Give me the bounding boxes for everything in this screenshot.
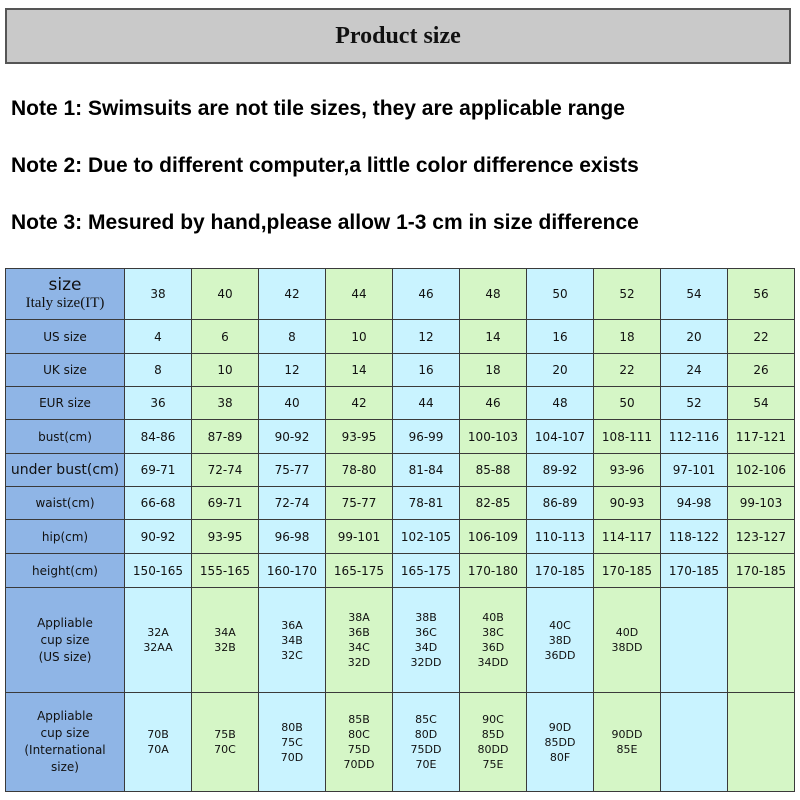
- table-cell: 94-98: [661, 487, 728, 520]
- table-cell: 110-113: [527, 520, 594, 554]
- size-word: size: [48, 275, 82, 295]
- cup-size-value: 38B: [415, 611, 437, 624]
- cup-size-value: 38DD: [611, 641, 643, 654]
- table-cell: 78-81: [393, 487, 460, 520]
- label-line: (US size): [38, 649, 92, 664]
- size-header-cell: 46: [393, 269, 460, 320]
- table-cell: 18: [460, 354, 527, 387]
- table-cell: 40: [259, 387, 326, 420]
- cup-cell: [460, 693, 527, 792]
- table-row: [6, 693, 795, 792]
- cup-size-value: 40D: [615, 626, 639, 639]
- table-cell: 93-95: [192, 520, 259, 554]
- cup-size-value: 85C: [415, 713, 437, 726]
- cup-cell: [393, 588, 460, 693]
- table-cell: 117-121: [728, 420, 795, 454]
- size-header-cell: 38: [125, 269, 192, 320]
- table-cell: 10: [192, 354, 259, 387]
- table-cell: 10: [326, 320, 393, 354]
- table-cell: 14: [460, 320, 527, 354]
- table-cell: 18: [594, 320, 661, 354]
- table-cell: 12: [259, 354, 326, 387]
- label-line: cup size: [40, 726, 90, 740]
- table-cell: 46: [460, 387, 527, 420]
- table-cell: 82-85: [460, 487, 527, 520]
- table-cell: 69-71: [192, 487, 259, 520]
- table-cell: 123-127: [728, 520, 795, 554]
- table-cell: 22: [594, 354, 661, 387]
- table-cell: 42: [326, 387, 393, 420]
- table-cell: 84-86: [125, 420, 192, 454]
- cup-size-value: 70E: [415, 758, 437, 771]
- table-row: [6, 320, 795, 354]
- table-cell: 102-106: [728, 454, 795, 487]
- cup-size-value: 85B: [348, 713, 370, 726]
- table-cell: 26: [728, 354, 795, 387]
- label-line: (International: [24, 743, 106, 757]
- header-bar: [5, 8, 791, 64]
- table-row: [6, 588, 795, 693]
- table-row: [6, 454, 795, 487]
- table-row: [6, 487, 795, 520]
- row-label: bust(cm): [6, 420, 125, 454]
- label-line: Appliable: [37, 709, 93, 723]
- table-cell: 99-103: [728, 487, 795, 520]
- cup-cell: [661, 693, 728, 792]
- note-3: Note 3: Mesured by hand,please allow 1-3 cm in size difference: [11, 211, 639, 234]
- cup-size-value: 75B: [214, 728, 236, 741]
- table-cell: 44: [393, 387, 460, 420]
- cup-size-value: 90DD: [611, 728, 643, 741]
- cup-cell: [259, 693, 326, 792]
- cup-size-value: 36D: [481, 641, 505, 654]
- cup-intl-label: [6, 693, 125, 792]
- table-cell: 14: [326, 354, 393, 387]
- table-cell: 85-88: [460, 454, 527, 487]
- table-row: [6, 387, 795, 420]
- table-cell: 72-74: [192, 454, 259, 487]
- table-cell: 89-92: [527, 454, 594, 487]
- table-cell: 165-175: [326, 554, 393, 588]
- cup-cell: [460, 588, 527, 693]
- table-cell: 170-180: [460, 554, 527, 588]
- label-line: Appliable: [37, 615, 93, 630]
- table-cell: 165-175: [393, 554, 460, 588]
- cup-cell: [125, 588, 192, 693]
- table-cell: 114-117: [594, 520, 661, 554]
- cup-size-value: 32DD: [410, 656, 442, 669]
- cup-size-value: 75DD: [410, 743, 442, 756]
- row-label: under bust(cm): [6, 454, 125, 487]
- cup-cell: [527, 588, 594, 693]
- table-cell: 69-71: [125, 454, 192, 487]
- cup-size-value: 38A: [348, 611, 370, 624]
- table-cell: 170-185: [661, 554, 728, 588]
- row-label: UK size: [6, 354, 125, 387]
- size-header-cell: 50: [527, 269, 594, 320]
- table-row: [6, 269, 795, 320]
- table-cell: 75-77: [326, 487, 393, 520]
- table-cell: 90-92: [259, 420, 326, 454]
- cup-cell: [125, 693, 192, 792]
- cup-cell: [594, 588, 661, 693]
- row-label: waist(cm): [6, 487, 125, 520]
- cup-us-label: [6, 588, 125, 693]
- cup-cell: [594, 693, 661, 792]
- table-cell: 170-185: [728, 554, 795, 588]
- cup-cell: [326, 693, 393, 792]
- note-2: Note 2: Due to different computer,a little color difference exists: [11, 154, 639, 177]
- cup-size-value: 85DD: [544, 735, 576, 749]
- table-cell: 54: [728, 387, 795, 420]
- table-cell: 102-105: [393, 520, 460, 554]
- table-cell: 66-68: [125, 487, 192, 520]
- size-header-cell: 52: [594, 269, 661, 320]
- cup-size-value: 32A: [147, 626, 169, 639]
- table-cell: 24: [661, 354, 728, 387]
- row-label: hip(cm): [6, 520, 125, 554]
- cup-size-value: 32AA: [143, 641, 173, 654]
- cup-size-value: 36DD: [544, 648, 576, 662]
- size-header-cell: 44: [326, 269, 393, 320]
- table-cell: 150-165: [125, 554, 192, 588]
- table-cell: 86-89: [527, 487, 594, 520]
- row-label: EUR size: [6, 387, 125, 420]
- table-row: [6, 420, 795, 454]
- table-cell: 22: [728, 320, 795, 354]
- table-cell: 36: [125, 387, 192, 420]
- size-header-cell: 40: [192, 269, 259, 320]
- table-cell: 72-74: [259, 487, 326, 520]
- table-cell: 155-165: [192, 554, 259, 588]
- table-cell: 75-77: [259, 454, 326, 487]
- cup-size-value: 40C: [549, 618, 571, 632]
- table-cell: 97-101: [661, 454, 728, 487]
- table-row: [6, 554, 795, 588]
- cup-size-value: 75C: [281, 735, 303, 749]
- table-cell: 16: [393, 354, 460, 387]
- cup-size-value: 80B: [281, 720, 303, 734]
- cup-size-value: 70A: [147, 743, 169, 756]
- table-cell: 118-122: [661, 520, 728, 554]
- cup-size-value: 40B: [482, 611, 504, 624]
- table-cell: 96-99: [393, 420, 460, 454]
- cup-size-value: 34D: [414, 641, 438, 654]
- table-cell: 6: [192, 320, 259, 354]
- cup-size-value: 36C: [415, 626, 437, 639]
- row-label: height(cm): [6, 554, 125, 588]
- table-cell: 93-95: [326, 420, 393, 454]
- table-row: [6, 520, 795, 554]
- table-cell: 108-111: [594, 420, 661, 454]
- cup-size-value: 80DD: [477, 743, 509, 756]
- cup-cell: [728, 588, 795, 693]
- cup-size-value: 75D: [347, 743, 371, 756]
- table-cell: 90-93: [594, 487, 661, 520]
- cup-size-value: 32D: [347, 656, 371, 669]
- table-cell: 20: [661, 320, 728, 354]
- cup-size-value: 38D: [548, 633, 572, 647]
- cup-size-value: 36B: [348, 626, 370, 639]
- table-cell: 38: [192, 387, 259, 420]
- cup-size-value: 90D: [548, 720, 572, 734]
- cup-cell: [326, 588, 393, 693]
- size-header-label: [6, 269, 125, 320]
- table-cell: 93-96: [594, 454, 661, 487]
- cup-cell: [259, 588, 326, 693]
- table-cell: 106-109: [460, 520, 527, 554]
- cup-cell: [192, 588, 259, 693]
- cup-size-value: 38C: [482, 626, 504, 639]
- cup-size-value: 90C: [482, 713, 504, 726]
- cup-size-value: 36A: [281, 618, 303, 632]
- size-header-cell: 48: [460, 269, 527, 320]
- size-chart-table: [5, 268, 795, 792]
- table-cell: 48: [527, 387, 594, 420]
- cup-size-value: 34A: [214, 626, 236, 639]
- cup-cell: [661, 588, 728, 693]
- page-title: Product size: [335, 22, 461, 49]
- table-cell: 96-98: [259, 520, 326, 554]
- size-header-cell: 54: [661, 269, 728, 320]
- size-chart-body: [6, 269, 795, 792]
- table-cell: 12: [393, 320, 460, 354]
- table-row: [6, 354, 795, 387]
- label-line: size): [51, 760, 79, 774]
- cup-size-value: 75E: [482, 758, 504, 771]
- table-cell: 100-103: [460, 420, 527, 454]
- table-cell: 112-116: [661, 420, 728, 454]
- cup-size-value: 85E: [616, 743, 638, 756]
- cup-size-value: 32B: [214, 641, 236, 654]
- table-cell: 4: [125, 320, 192, 354]
- table-cell: 87-89: [192, 420, 259, 454]
- cup-size-value: 70B: [147, 728, 169, 741]
- table-cell: 16: [527, 320, 594, 354]
- size-header-cell: 56: [728, 269, 795, 320]
- table-cell: 99-101: [326, 520, 393, 554]
- table-cell: 8: [125, 354, 192, 387]
- table-cell: 50: [594, 387, 661, 420]
- note-1: Note 1: Swimsuits are not tile sizes, they are applicable range: [11, 97, 625, 120]
- cup-cell: [192, 693, 259, 792]
- cup-cell: [527, 693, 594, 792]
- cup-size-value: 80D: [414, 728, 438, 741]
- cup-size-value: 70D: [280, 750, 304, 764]
- cup-size-value: 32C: [281, 648, 303, 662]
- table-cell: 81-84: [393, 454, 460, 487]
- table-cell: 104-107: [527, 420, 594, 454]
- table-cell: 78-80: [326, 454, 393, 487]
- table-cell: 8: [259, 320, 326, 354]
- cup-size-value: 80F: [549, 750, 571, 764]
- cup-size-value: 34B: [281, 633, 303, 647]
- table-cell: 170-185: [527, 554, 594, 588]
- cup-size-value: 70C: [214, 743, 236, 756]
- cup-size-value: 70DD: [343, 758, 375, 771]
- size-header-cell: 42: [259, 269, 326, 320]
- cup-size-value: 34DD: [477, 656, 509, 669]
- italy-size-label: Italy size(IT): [25, 295, 105, 311]
- cup-size-value: 34C: [348, 641, 370, 654]
- table-cell: 90-92: [125, 520, 192, 554]
- table-cell: 170-185: [594, 554, 661, 588]
- label-line: cup size: [40, 632, 90, 647]
- table-cell: 160-170: [259, 554, 326, 588]
- row-label: US size: [6, 320, 125, 354]
- table-cell: 20: [527, 354, 594, 387]
- cup-size-value: 80C: [348, 728, 370, 741]
- cup-cell: [728, 693, 795, 792]
- cup-cell: [393, 693, 460, 792]
- cup-size-value: 85D: [481, 728, 505, 741]
- table-cell: 52: [661, 387, 728, 420]
